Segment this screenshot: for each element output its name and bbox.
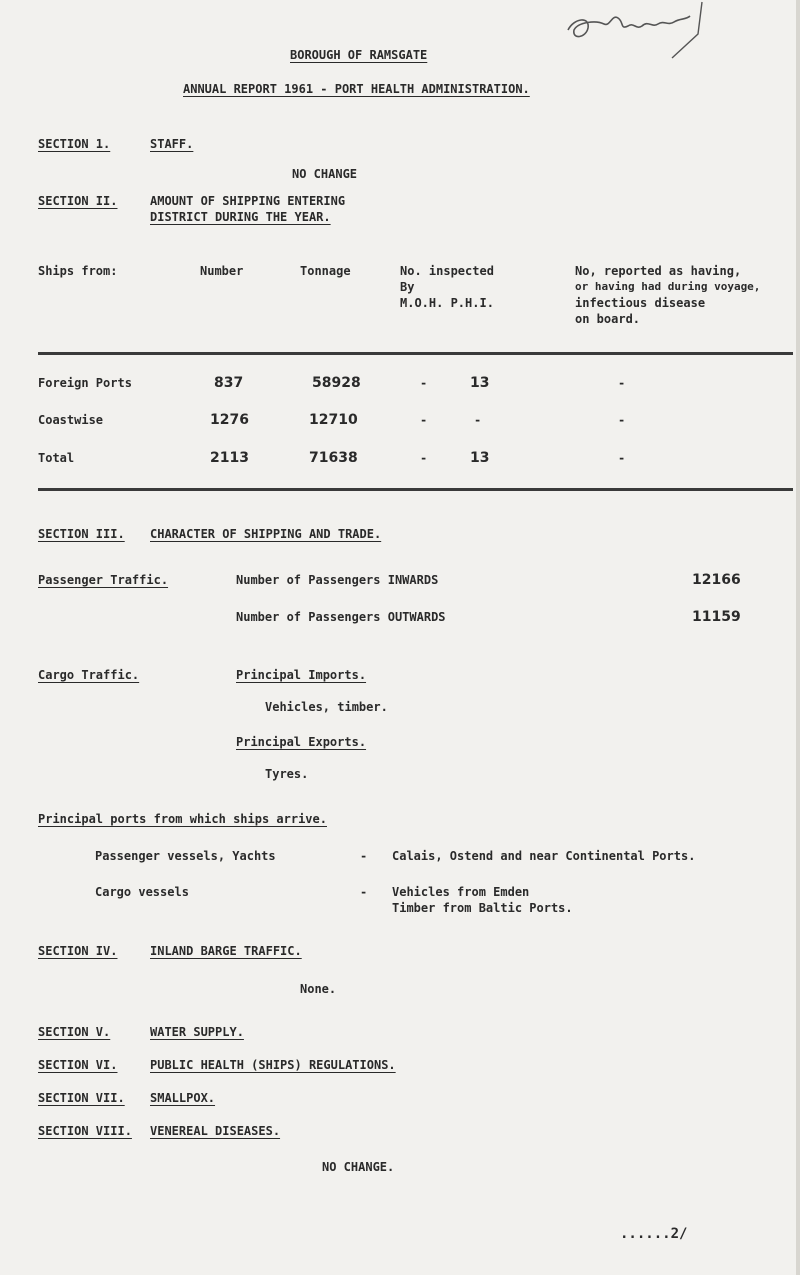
row-tonnage: 58928	[312, 375, 361, 391]
row-reported: -	[618, 413, 626, 427]
row-moh: -	[420, 413, 428, 427]
row-phi: 13	[470, 375, 490, 391]
section4-note: None.	[300, 982, 337, 996]
row-number: 1276	[210, 412, 249, 428]
section7-title: SMALLPOX.	[150, 1091, 216, 1105]
page-continuation: ......2/	[620, 1226, 688, 1242]
passengers-outwards-label: Number of Passengers OUTWARDS	[236, 610, 446, 624]
row-tonnage: 12710	[309, 412, 358, 428]
row-number: 2113	[210, 450, 249, 466]
section8-note: NO CHANGE.	[322, 1160, 395, 1174]
table-bottom-rule	[38, 488, 793, 491]
page-edge-shadow	[796, 0, 800, 1275]
section5-label: SECTION V.	[38, 1025, 111, 1039]
section3-label: SECTION III.	[38, 527, 125, 541]
section2-title-line2: DISTRICT DURING THE YEAR.	[150, 210, 331, 224]
col-reported-2: or having had during voyage,	[575, 280, 761, 293]
passenger-vessels-label: Passenger vessels, Yachts	[95, 849, 276, 863]
section1-title: STAFF.	[150, 137, 194, 151]
section8-label: SECTION VIII.	[38, 1124, 132, 1138]
section4-title: INLAND BARGE TRAFFIC.	[150, 944, 302, 958]
ports-heading: Principal ports from which ships arrive.	[38, 812, 327, 826]
row-label: Coastwise	[38, 413, 104, 427]
col-inspected-3: M.O.H. P.H.I.	[400, 296, 494, 310]
report-title: ANNUAL REPORT 1961 - PORT HEALTH ADMINISTRATION.	[183, 82, 530, 96]
exports-text: Tyres.	[265, 767, 309, 781]
passengers-inwards-value: 12166	[692, 572, 741, 588]
passenger-vessels-dash: -	[360, 849, 368, 863]
cargo-ports-line1: Vehicles from Emden	[392, 885, 530, 899]
row-phi: -	[474, 413, 482, 427]
borough-heading: BOROUGH OF RAMSGATE	[290, 48, 428, 62]
exports-heading: Principal Exports.	[236, 735, 367, 749]
section6-label: SECTION VI.	[38, 1058, 118, 1072]
col-reported-3: infectious disease	[575, 296, 706, 310]
col-inspected-1: No. inspected	[400, 264, 494, 278]
section7-label: SECTION VII.	[38, 1091, 125, 1105]
table-top-rule	[38, 352, 793, 355]
col-reported-4: on board.	[575, 312, 641, 326]
section2-label: SECTION II.	[38, 194, 118, 208]
row-reported: -	[618, 451, 626, 465]
section5-title: WATER SUPPLY.	[150, 1025, 244, 1039]
section4-label: SECTION IV.	[38, 944, 118, 958]
row-label: Foreign Ports	[38, 376, 132, 390]
col-reported-1: No, reported as having,	[575, 264, 742, 278]
passenger-traffic-heading: Passenger Traffic.	[38, 573, 169, 587]
cargo-vessels-dash: -	[360, 885, 368, 899]
row-phi: 13	[470, 450, 490, 466]
imports-heading: Principal Imports.	[236, 668, 367, 682]
row-moh: -	[420, 451, 428, 465]
row-label: Total	[38, 451, 75, 465]
section6-title: PUBLIC HEALTH (SHIPS) REGULATIONS.	[150, 1058, 396, 1072]
col-number: Number	[200, 264, 244, 278]
handwritten-signature	[560, 0, 710, 62]
section2-title-line1: AMOUNT OF SHIPPING ENTERING	[150, 194, 346, 208]
row-moh: -	[420, 376, 428, 390]
section1-note: NO CHANGE	[292, 167, 358, 181]
col-inspected-2: By	[400, 280, 415, 294]
row-reported: -	[618, 376, 626, 390]
section8-title: VENEREAL DISEASES.	[150, 1124, 281, 1138]
cargo-traffic-heading: Cargo Traffic.	[38, 668, 140, 682]
section3-title: CHARACTER OF SHIPPING AND TRADE.	[150, 527, 382, 541]
cargo-vessels-label: Cargo vessels	[95, 885, 189, 899]
section1-label: SECTION 1.	[38, 137, 111, 151]
col-tonnage: Tonnage	[300, 264, 351, 278]
row-tonnage: 71638	[309, 450, 358, 466]
row-number: 837	[214, 375, 244, 391]
col-ships-from: Ships from:	[38, 264, 118, 278]
cargo-ports-line2: Timber from Baltic Ports.	[392, 901, 573, 915]
passengers-inwards-label: Number of Passengers INWARDS	[236, 573, 439, 587]
passenger-ports: Calais, Ostend and near Continental Ports.	[392, 849, 696, 863]
passengers-outwards-value: 11159	[692, 609, 741, 625]
imports-text: Vehicles, timber.	[265, 700, 388, 714]
